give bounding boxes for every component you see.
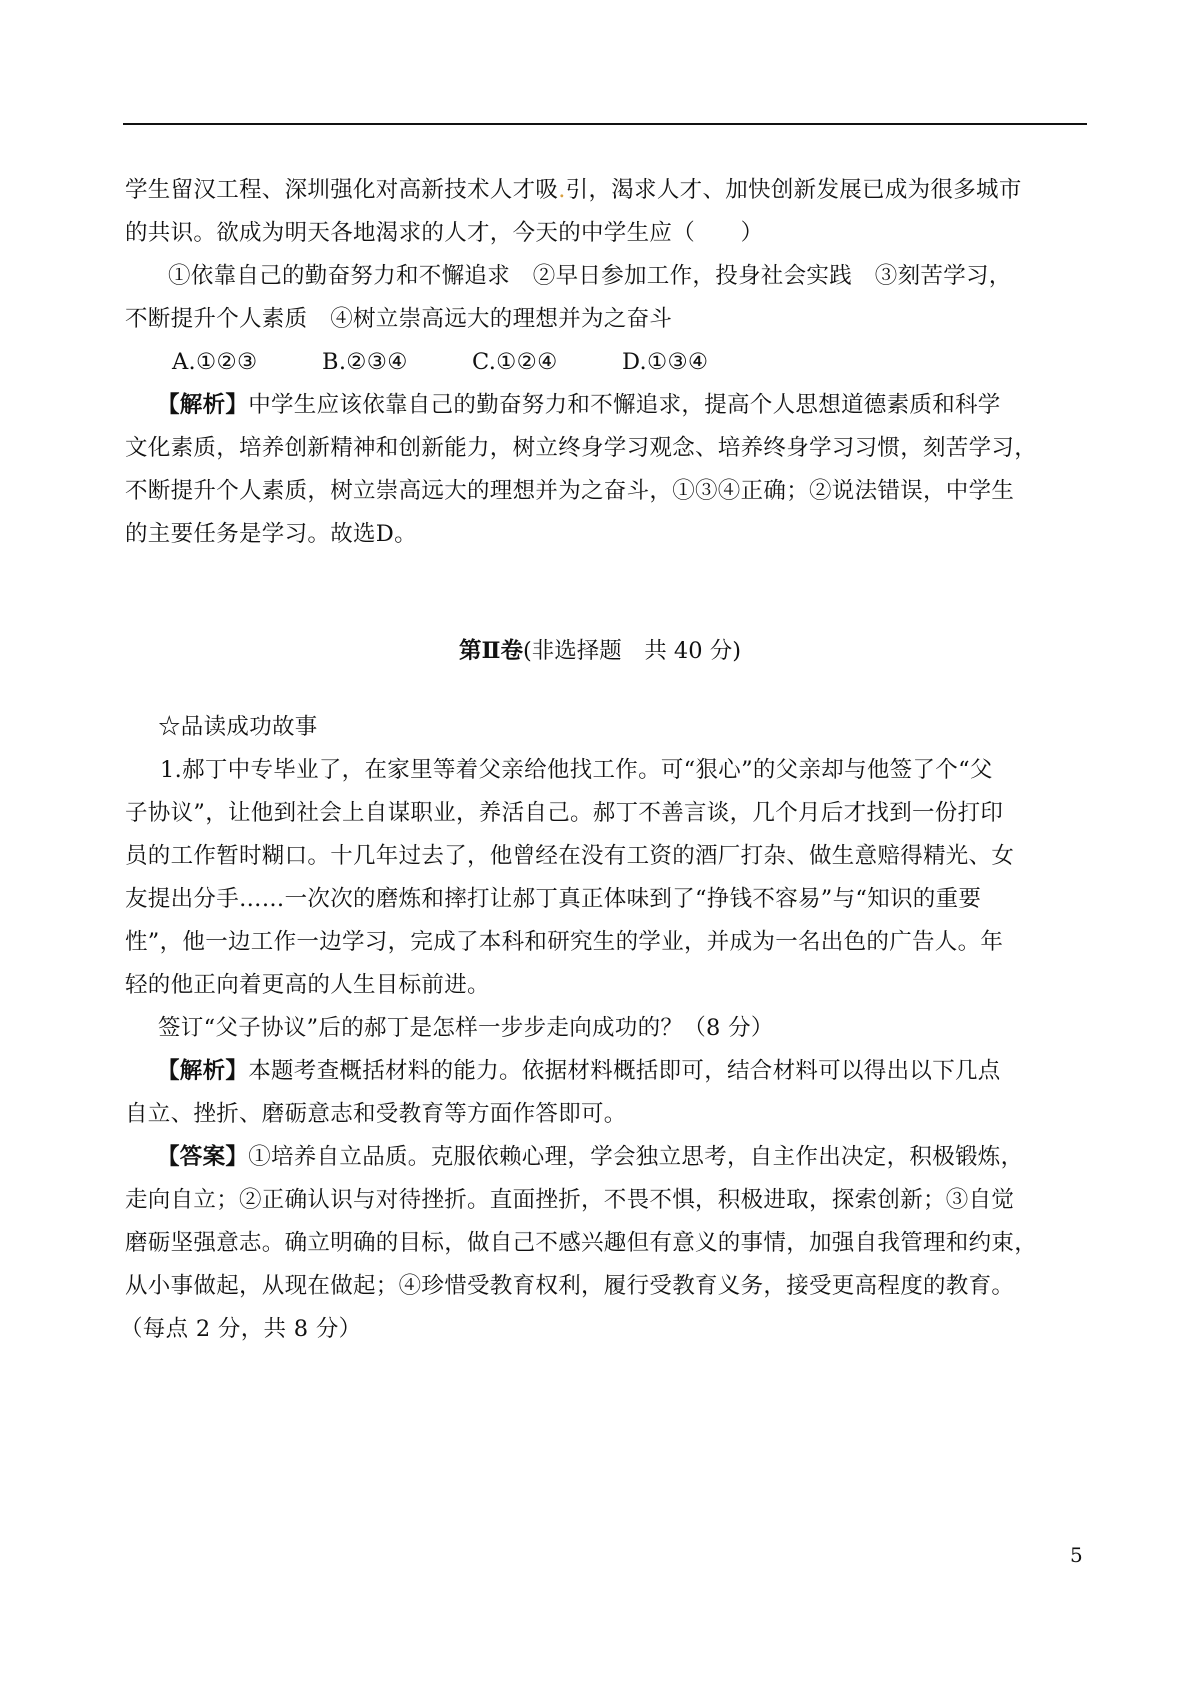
option-a: A.①②③: [172, 349, 258, 375]
stray-dot: .: [558, 177, 566, 203]
analysis2-line-1: 【解析】本题考查概括材料的能力。依据材料概括即可，结合材料可以得出以下几点: [157, 1058, 1001, 1084]
story-line-6: 轻的他正向着更高的人生目标前进。: [125, 972, 490, 998]
story-line-4: 友提出分手……一次次的磨炼和摔打让郝丁真正体味到了“挣钱不容易”与“知识的重要: [125, 886, 982, 912]
question-items-line-1: ①依靠自己的勤奋努力和不懈追求 ②早日参加工作，投身社会实践 ③刻苦学习，: [168, 263, 1012, 289]
analysis-line-4: 的主要任务是学习。故选D。: [125, 521, 417, 547]
story-question: 签订“父子协议”后的郝丁是怎样一步步走向成功的？（8 分）: [158, 1015, 774, 1041]
analysis-line-3: 不断提升个人素质，树立崇高远大的理想并为之奋斗，①③④正确；②说法错误，中学生: [125, 478, 1015, 504]
answer-line-5: （每点 2 分，共 8 分）: [120, 1316, 362, 1342]
subsection-heading: ☆品读成功故事: [158, 714, 318, 740]
analysis-line-1: 【解析】中学生应该依靠自己的勤奋努力和不懈追求，提高个人思想道德素质和科学: [157, 392, 1001, 418]
answer-line-3: 磨砺坚强意志。确立明确的目标，做自己不感兴趣但有意义的事情，加强自我管理和约束，: [125, 1230, 1038, 1256]
option-b: B.②③④: [322, 349, 408, 375]
story-line-2: 子协议”，让他到社会上自谋职业，养活自己。郝丁不善言谈，几个月后才找到一份打印: [125, 800, 1004, 826]
question-stem-line-1: 学生留汉工程、深圳强化对高新技术人才吸.引，渴求人才、加快创新发展已成为很多城市: [125, 177, 1022, 203]
answer-options: [172, 347, 708, 377]
page-number: 5: [1070, 1543, 1083, 1567]
answer-label: 【答案】: [157, 1144, 249, 1170]
story-line-1: 1.郝丁中专毕业了，在家里等着父亲给他找工作。可“狠心”的父亲却与他签了个“父: [160, 757, 993, 783]
option-c: C.①②④: [472, 349, 558, 375]
analysis-line-2: 文化素质，培养创新精神和创新能力，树立终身学习观念、培养终身学习习惯，刻苦学习，: [125, 435, 1038, 461]
answer-line-1: 【答案】①培养自立品质。克服依赖心理，学会独立思考，自主作出决定，积极锻炼，: [157, 1144, 1024, 1170]
analysis2-label: 【解析】: [157, 1058, 249, 1084]
analysis2-line-2: 自立、挫折、磨砺意志和受教育等方面作答即可。: [125, 1101, 627, 1127]
question-items-line-2: 不断提升个人素质 ④树立崇高远大的理想并为之奋斗: [125, 306, 673, 332]
analysis-label: 【解析】: [157, 392, 249, 418]
header-rule: [123, 123, 1087, 125]
story-line-5: 性”，他一边工作一边学习，完成了本科和研究生的学业，并成为一名出色的广告人。年: [125, 929, 1004, 955]
story-line-3: 员的工作暂时糊口。十几年过去了，他曾经在没有工资的酒厂打杂、做生意赔得精光、女: [125, 843, 1015, 869]
question-stem-line-2: 的共识。欲成为明天各地渴求的人才，今天的中学生应（ ）: [125, 220, 764, 246]
option-d: D.①③④: [622, 349, 709, 375]
answer-line-2: 走向自立；②正确认识与对待挫折。直面挫折，不畏不惧，积极进取，探索创新；③自觉: [125, 1187, 1015, 1213]
section-title: 第Ⅱ卷(非选择题 共 40 分): [459, 638, 741, 664]
answer-line-4: 从小事做起，从现在做起；④珍惜受教育权利，履行受教育义务，接受更高程度的教育。: [125, 1273, 1015, 1299]
